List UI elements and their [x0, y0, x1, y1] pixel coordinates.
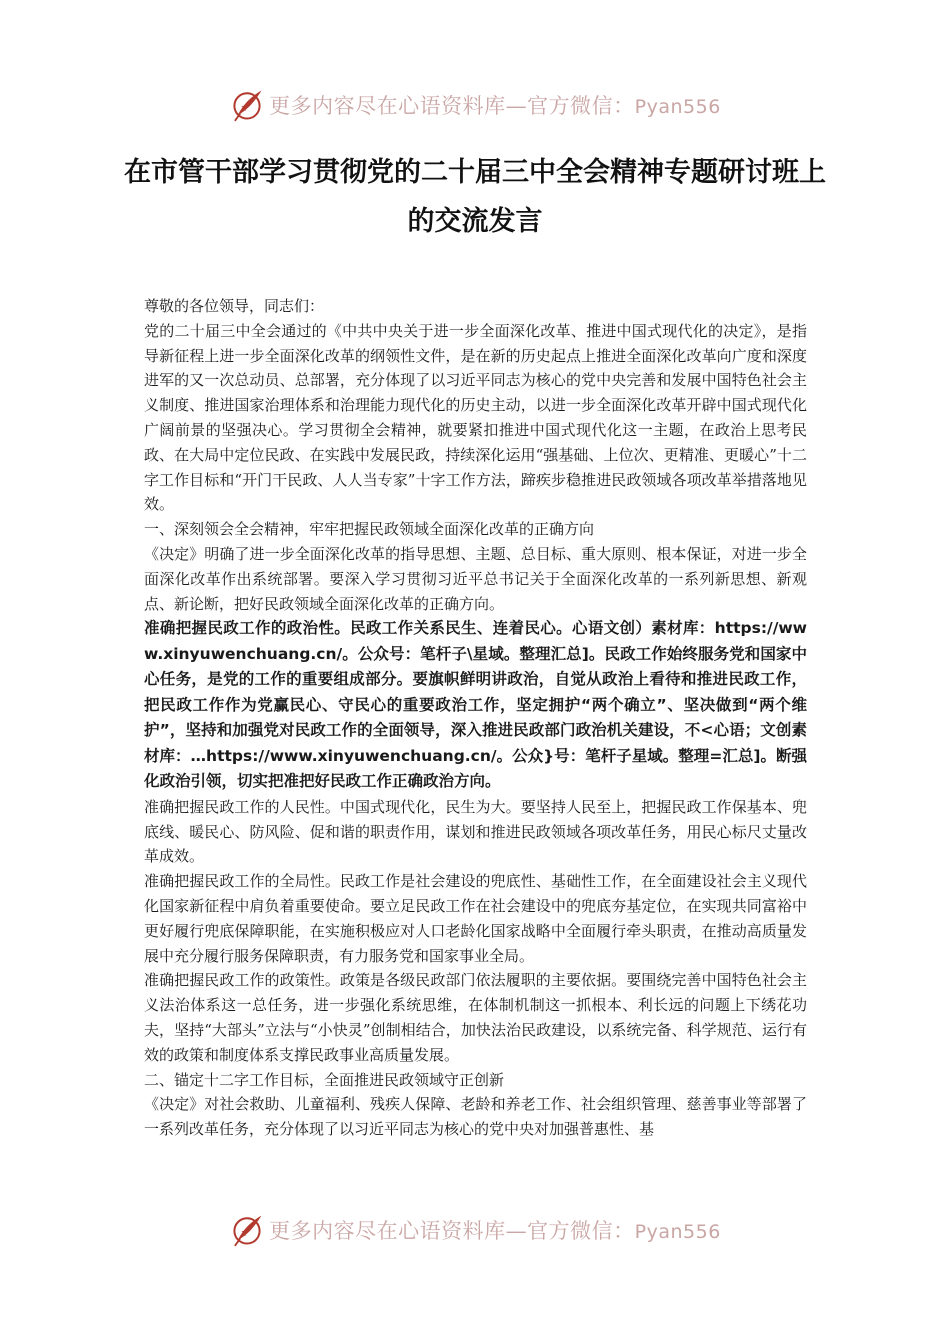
- header-watermark-banner: [0, 84, 950, 126]
- banner-text: [269, 1215, 721, 1245]
- body-paragraph: 准确把握民政工作的全局性。民政工作是社会建设的兜底性、基础性工作，在全面建设社会主义现代化国家新征程中肩负着重要使命。要立足民政工作在社会建设中的兜底夯基定位，在实现共同富裕中更好履行兜底保障职能，在实施积极应对人口老龄化国家战略中全面履行牵头职责，在推动高质量发展中充分履行服务保障职责，有力服务党和国家事业全局。: [144, 872, 807, 965]
- body-paragraph: 准确把握民政工作的人民性。中国式现代化，民生为大。要坚持人民至上，把握民政工作保基本、兜底线、暖民心、防风险、促和谐的职责作用，谋划和推进民政领域各项改革任务，用民心标尺丈量改革成效。: [144, 797, 807, 866]
- footer-watermark-banner: [0, 1209, 950, 1251]
- section-heading: 一、深刻领会全会精神，牢牢把握民政领域全面深化改革的正确方向: [144, 520, 595, 539]
- quill-logo-icon: [229, 1212, 265, 1248]
- svg-text:x: x: [241, 1227, 247, 1238]
- body-paragraph-highlighted: 准确把握民政工作的政治性。民政工作关系民生、连着民心。心语文创）素材库：https://www.xinyuwenchuang.cn/。公众号：笔杆子\星域。整理汇总]。民政工作始终服务党和国家中心任务，是党的工作的重要组成部分。要旗帜鲜明讲政治，自觉从政治上看待和推进民政工作，把民政工作作为党赢民心、守民心的重要政治工作，坚定拥护“两个确立”、坚决做到“两个维护”，坚持和加强党对民政工作的全面领导，深入推进民政部门政治机关建设，不<心语；文创素材库：…https://www.xinyuwenchuang.cn/。公众}号：笔杆子星域。整理=汇总]。断强化政治引领，切实把准把好民政工作正确政治方向。: [144, 619, 807, 791]
- body-paragraph: 党的二十届三中全会通过的《中共中央关于进一步全面深化改革、推进中国式现代化的决定》，是指导新征程上进一步全面深化改革的纲领性文件，是在新的历史起点上推进全面深化改革向广度和深度进军的又一次总动员、总部署，充分体现了以习近平同志为核心的党中央完善和发展中国特色社会主义制度、推进国家治理体系和治理能力现代化的历史主动，以进一步全面深化改革开辟中国式现代化广阔前景的坚强决心。学习贯彻全会精神，就要紧扣推进中国式现代化这一主题，在政治上思考民政、在大局中定位民政、在实践中发展民政，持续深化运用“强基础、上位次、更精准、更暖心”十二字工作目标和“开门干民政、人人当专家”十字工作方法，蹄疾步稳推进民政领域各项改革举措落地见效。: [144, 321, 807, 514]
- body-paragraph: 《决定》对社会救助、儿童福利、残疾人保障、老龄和养老工作、社会组织管理、慈善事业等部署了一系列改革任务，充分体现了以习近平同志为核心的党中央对加强普惠性、基: [144, 1095, 807, 1139]
- banner-text-cn: 更多内容尽在心语资料库—官方微信：: [269, 1219, 635, 1243]
- body-paragraph: 《决定》明确了进一步全面深化改革的指导思想、主题、总目标、重大原则、根本保证，对进一步全面深化改革作出系统部署。要深入学习贯彻习近平总书记关于全面深化改革的一系列新思想、新观点、新论断，把好民政领域全面深化改革的正确方向。: [144, 544, 807, 613]
- document-title: 在市管干部学习贯彻党的二十届三中全会精神专题研讨班上的交流发言: [124, 157, 826, 237]
- svg-text:x: x: [241, 102, 247, 113]
- section-heading: 二、锚定十二字工作目标，全面推进民政领域守正创新: [144, 1070, 505, 1089]
- banner-text: [269, 90, 721, 120]
- document-body: [144, 294, 807, 1142]
- banner-wechat-id: Pyan556: [634, 96, 721, 118]
- body-paragraph: 准确把握民政工作的政策性。政策是各级民政部门依法履职的主要依据。要围绕完善中国特色社会主义法治体系这一总任务，进一步强化系统思维，在体制机制这一抓根本、利长远的问题上下绣花功夫，坚持“大部头”立法与“小快灵”创制相结合，加快法治民政建设，以系统完备、科学规范、运行有效的政策和制度体系支撑民政事业高质量发展。: [144, 971, 807, 1064]
- salutation: 尊敬的各位领导，同志们：: [144, 297, 325, 315]
- quill-logo-icon: [229, 87, 265, 123]
- banner-wechat-id: Pyan556: [634, 1221, 721, 1243]
- banner-text-cn: 更多内容尽在心语资料库—官方微信：: [269, 94, 635, 118]
